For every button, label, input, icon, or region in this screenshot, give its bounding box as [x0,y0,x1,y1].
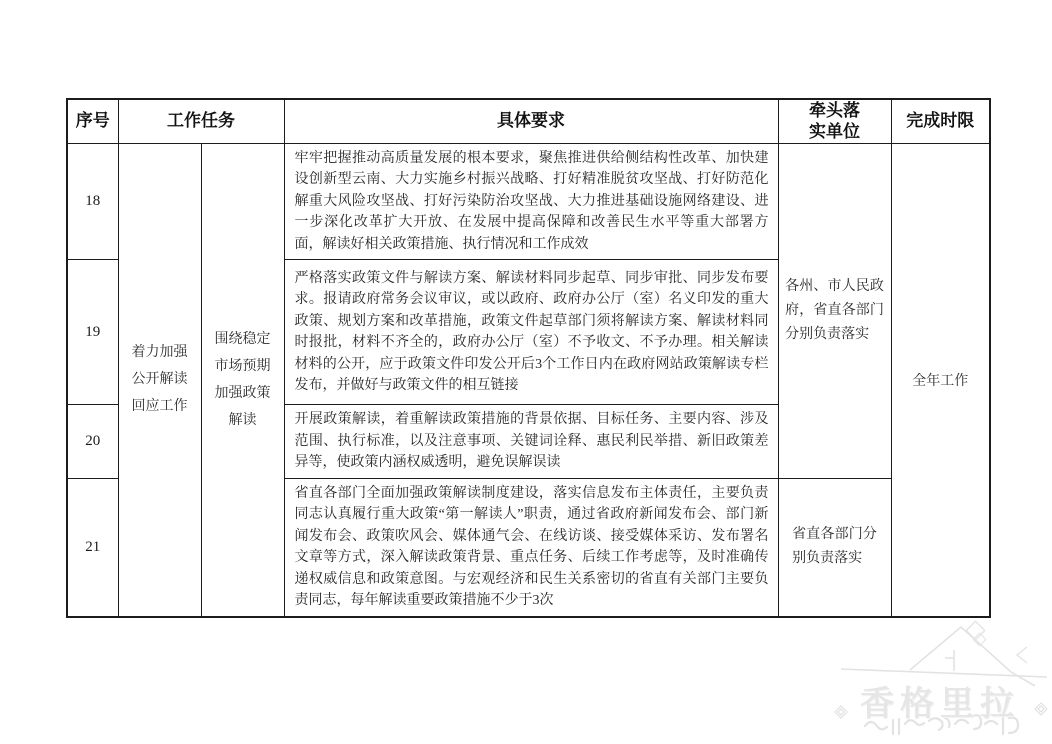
task-subcategory-cell [201,143,284,617]
lead-unit-rows-18-20 [778,143,891,478]
requirement-21: 省直各部门全面加强政策解读制度建设，落实信息发布主体责任，主要负责同志认真履行重大政策“第一解读人”职责，通过省政府新闻发布会、部门新闻发布会、政策吹风会、媒体通气会、在线访谈、接受媒体采访、发布署名文章等方式，深入解读政策背景、重点任务、后续工作考虑等，及时准确传递权威信息和政策意图。与宏观经济和民生关系密切的省直有关部门主要负责同志，每年解读重要政策措施不少于3次 [284,478,778,617]
requirement-19: 严格落实政策文件与解读方案、解读材料同步起草、同步审批、同步发布要求。报请政府常务会议审议，或以政府、政府办公厅（室）名义印发的重大政策、规划方案和改革措施，政策文件起草部门须将解读方案、解读材料同时报批，材料不齐全的，政府办公厅（室）不予收文、不予办理。相关解读材料的公开，应于政策文件印发公开后3个工作日内在政府网站政策解读专栏发布，并做好与政策文件的相互链接 [284,260,778,405]
header-serial-number: 序号 [67,99,118,143]
header-lead-unit [778,99,891,143]
lead-unit-row-21 [778,478,891,617]
watermark-text: 香格里拉 [860,686,1020,723]
header-specific-requirements: 具体要求 [284,99,778,143]
lead-unit-rows-18-20-label: 各州、市人民政府，省直各部门分别负责落实 [785,278,884,342]
requirement-20: 开展政策解读，着重解读政策措施的背景依据、目标任务、主要内容、涉及范围、执行标准，以及注意事项、关键词诠释、惠民利民举措、新旧政策差异等，使政策内涵权威透明，避免误解误读 [284,405,778,479]
serial-number-18: 18 [67,143,118,260]
header-lead-unit-label: 牵头落实单位 [809,101,860,142]
header-deadline: 完成时限 [891,99,990,143]
task-category-cell [118,143,201,617]
mountain-logo-icon [833,606,1052,744]
deadline-cell: 全年工作 [891,143,990,617]
task-subcategory-label: 围绕稳定市场预期加强政策解读 [214,331,271,428]
serial-number-19: 19 [67,260,118,405]
shangri-la-watermark [833,606,1052,744]
table-header-row [67,99,990,143]
serial-number-21: 21 [67,478,118,617]
table-row-18 [67,143,990,260]
task-category-label: 着力加强公开解读回应工作 [131,345,188,414]
work-task-table [66,98,991,618]
serial-number-20: 20 [67,405,118,479]
requirement-18: 牢牢把握推动高质量发展的根本要求，聚焦推进供给侧结构性改革、加快建设创新型云南、大力实施乡村振兴战略、打好精准脱贫攻坚战、打好防范化解重大风险攻坚战、打好污染防治攻坚战、大力推进基础设施网络建设、进一步深化改革扩大开放、在发展中提高保障和改善民生水平等重大部署方面，解读好相关政策措施、执行情况和工作成效 [284,143,778,260]
tibetan-script-watermark [865,715,1018,734]
lead-unit-row-21-label: 省直各部门分别负责落实 [792,527,877,566]
header-work-task: 工作任务 [118,99,284,143]
